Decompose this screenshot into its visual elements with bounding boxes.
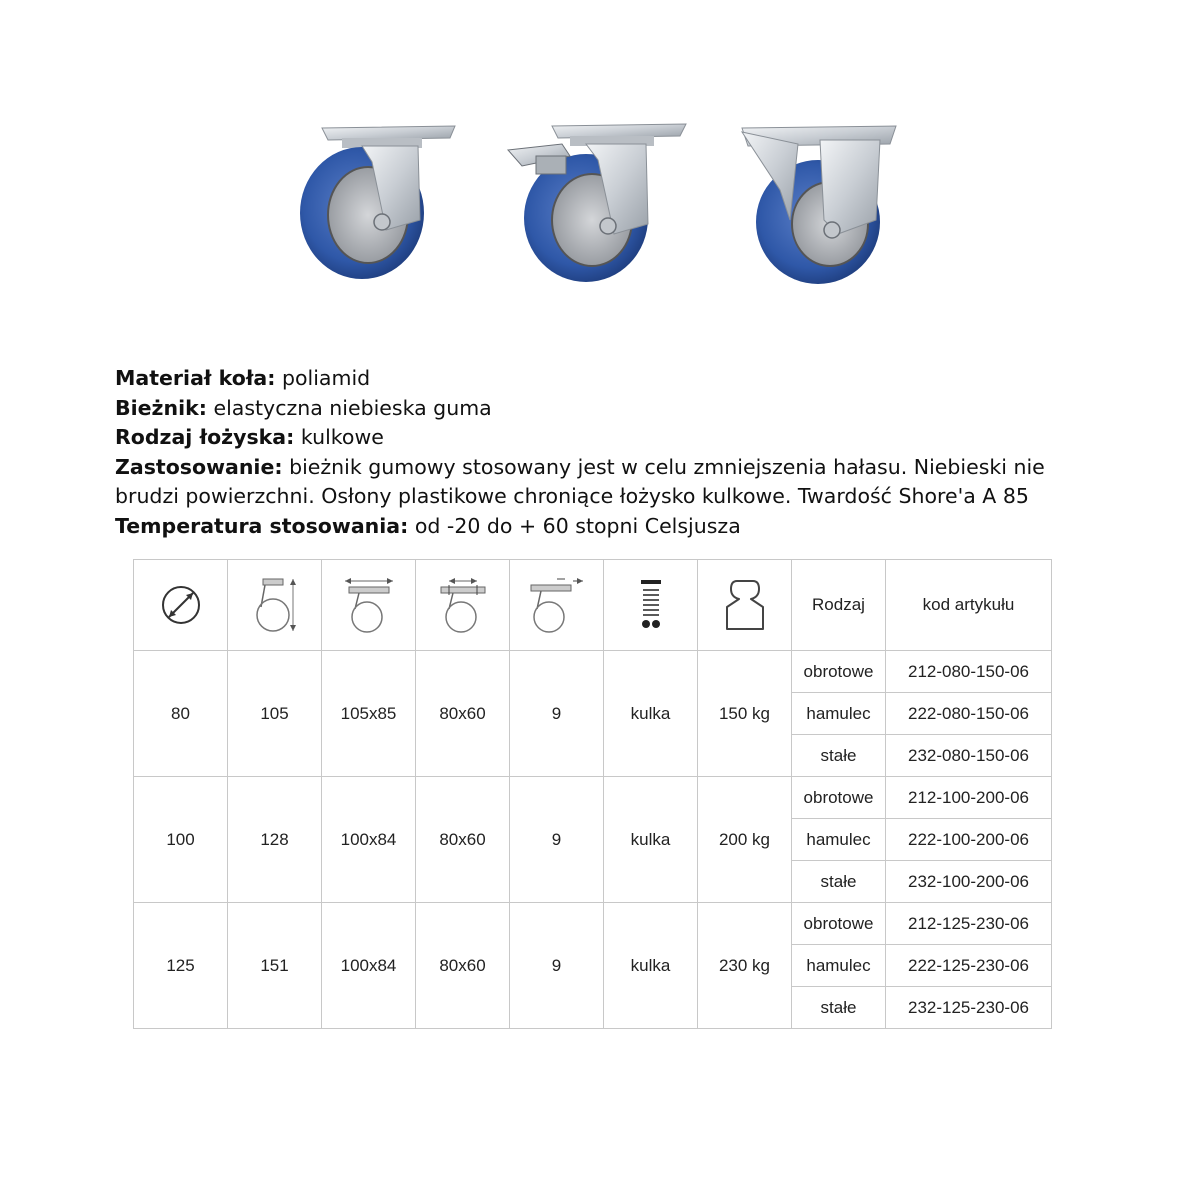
swivel-caster-with-brake-icon — [508, 124, 686, 282]
cell-rodzaj: hamulec — [792, 945, 886, 987]
table-row — [134, 651, 1052, 693]
bearing-type-icon — [604, 560, 698, 651]
cell-kod: 222-080-150-06 — [886, 693, 1052, 735]
cell-rodzaj: stałe — [792, 735, 886, 777]
cell-kod: 212-080-150-06 — [886, 651, 1052, 693]
product-photos — [290, 110, 910, 290]
cell-hole: 9 — [510, 777, 604, 903]
table-row — [134, 903, 1052, 945]
specifications — [115, 364, 1095, 541]
spec-application: Zastosowanie: bieżnik gumowy stosowany jest w celu zmniejszenia hałasu. Niebieski nie brudzi powierzchni. Osłony plastikowe chroniące łożysko kulkowe. Twardość Shore'a A 85 — [115, 454, 1045, 508]
table-row — [134, 777, 1052, 819]
cell-kod: 232-080-150-06 — [886, 735, 1052, 777]
cell-kod: 232-100-200-06 — [886, 861, 1052, 903]
cell-rodzaj: hamulec — [792, 693, 886, 735]
plate-size-icon — [322, 560, 416, 651]
cell-kod: 212-125-230-06 — [886, 903, 1052, 945]
fixed-caster-icon — [742, 126, 896, 284]
cell-load: 230 kg — [698, 903, 792, 1029]
cell-plate: 100x84 — [322, 777, 416, 903]
cell-diameter: 100 — [134, 777, 228, 903]
cell-kod: 212-100-200-06 — [886, 777, 1052, 819]
cell-load: 200 kg — [698, 777, 792, 903]
spec-bearing-type: Rodzaj łożyska: kulkowe — [115, 425, 384, 449]
column-header-kod: kod artykułu — [886, 560, 1052, 651]
cell-bearing: kulka — [604, 903, 698, 1029]
wheel-diameter-icon — [134, 560, 228, 651]
cell-diameter: 80 — [134, 651, 228, 777]
spec-temperature: Temperatura stosowania: od -20 do + 60 stopni Celsjusza — [115, 513, 741, 538]
cell-bearing: kulka — [604, 651, 698, 777]
cell-kod: 232-125-230-06 — [886, 987, 1052, 1029]
cell-rodzaj: obrotowe — [792, 777, 886, 819]
cell-plate: 100x84 — [322, 903, 416, 1029]
column-header-rodzaj: Rodzaj — [792, 560, 886, 651]
cell-rodzaj: stałe — [792, 987, 886, 1029]
spec-tread: Bieżnik: elastyczna niebieska guma — [115, 395, 492, 420]
cell-rodzaj: hamulec — [792, 819, 886, 861]
cell-spacing: 80x60 — [416, 651, 510, 777]
cell-spacing: 80x60 — [416, 777, 510, 903]
cell-height: 151 — [228, 903, 322, 1029]
cell-kod: 222-100-200-06 — [886, 819, 1052, 861]
swivel-caster-icon — [300, 126, 455, 279]
cell-plate: 105x85 — [322, 651, 416, 777]
spec-table — [133, 559, 1052, 1029]
cell-bearing: kulka — [604, 777, 698, 903]
cell-rodzaj: obrotowe — [792, 903, 886, 945]
cell-height: 128 — [228, 777, 322, 903]
cell-kod: 222-125-230-06 — [886, 945, 1052, 987]
cell-hole: 9 — [510, 903, 604, 1029]
overall-height-icon — [228, 560, 322, 651]
bolt-hole-spacing-icon — [416, 560, 510, 651]
spec-wheel-material: Materiał koła: poliamid — [115, 366, 371, 390]
cell-spacing: 80x60 — [416, 903, 510, 1029]
load-capacity-icon — [698, 560, 792, 651]
cell-load: 150 kg — [698, 651, 792, 777]
cell-rodzaj: stałe — [792, 861, 886, 903]
cell-hole: 9 — [510, 651, 604, 777]
cell-rodzaj: obrotowe — [792, 651, 886, 693]
cell-diameter: 125 — [134, 903, 228, 1029]
cell-height: 105 — [228, 651, 322, 777]
bolt-hole-diameter-icon — [510, 560, 604, 651]
table-header-row — [134, 560, 1052, 651]
